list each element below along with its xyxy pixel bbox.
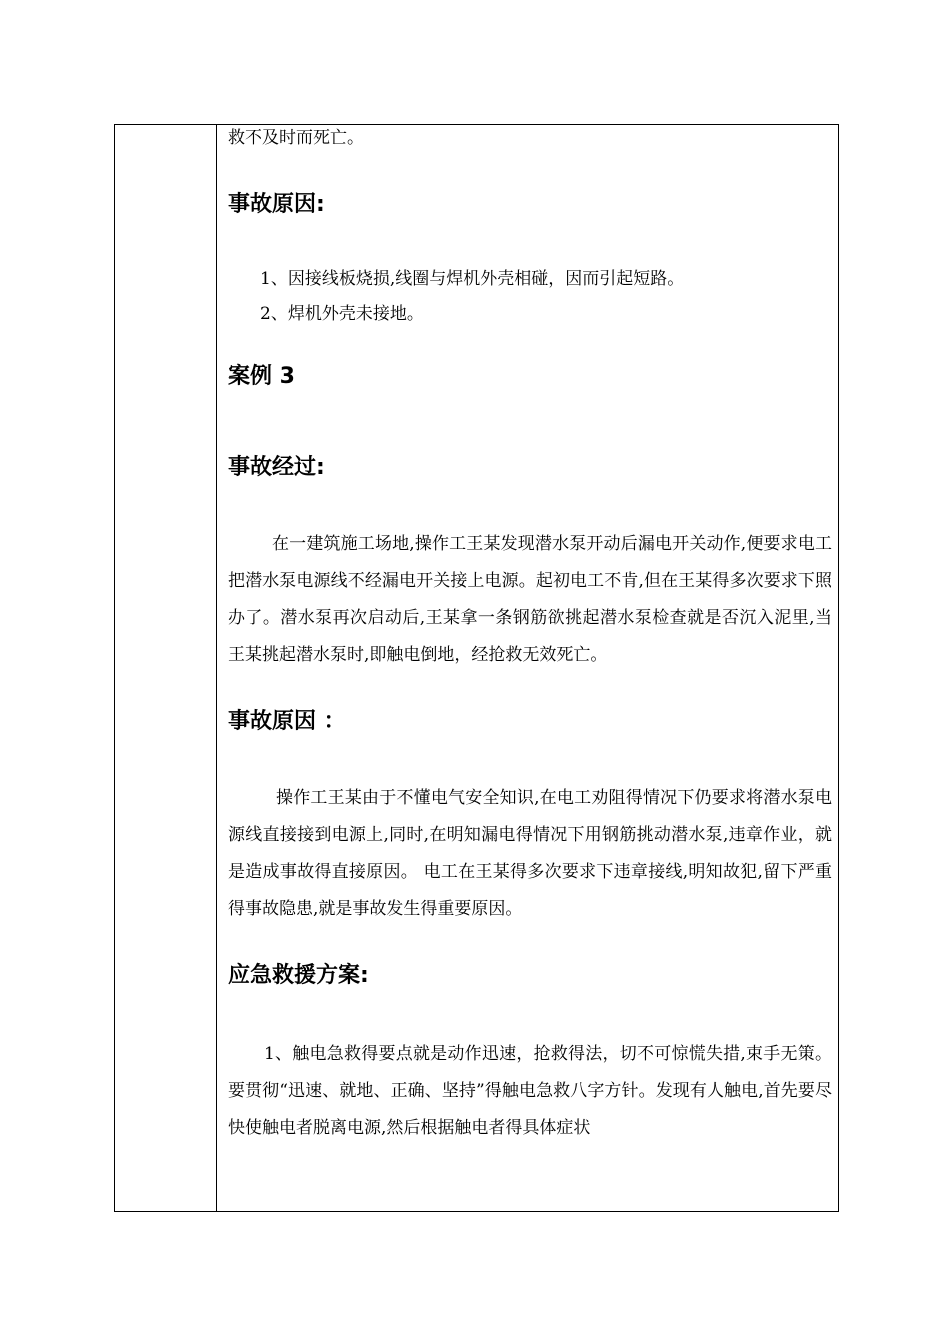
emergency-text: 1、触电急救得要点就是动作迅速，抢救得法，切不可惊慌失措,束手无策。要贯彻“迅速、就地、正确、坚持”得触电急救八字方针。发现有人触电,首先要尽快使触电者脱离电源,然后根据触电者得具体症状 (228, 1044, 832, 1138)
list-item: 2、焊机外壳未接地。 (260, 304, 424, 324)
list-item: 1、因接线板烧损,线圈与焊机外壳相碰，因而引起短路。 (260, 269, 685, 289)
left-column-cell (115, 125, 217, 1211)
case3-cause-text: 操作工王某由于不懂电气安全知识,在电工劝阻得情况下仍要求将潜水泵电源线直接接到电源上,同时,在明知漏电得情况下用钢筋挑动潜水泵,违章作业，就是造成事故得直接原因。 电工在王某得多次要求下违章接线,明知故犯,留下严重得事故隐患,就是事故发生得重要原因。 (228, 788, 832, 919)
case3-process-heading: 事故经过: (228, 455, 325, 480)
case3-title: 案例 3 (228, 364, 295, 389)
case2-cause-list (228, 262, 832, 332)
case3-cause-heading: 事故原因 ： (228, 709, 346, 734)
case2-cause-heading: 事故原因: (228, 192, 325, 217)
document-table (114, 124, 839, 1212)
case3-process-text: 在一建筑施工场地,操作工王某发现潜水泵开动后漏电开关动作,便要求电工把潜水泵电源线不经漏电开关接上电源。起初电工不肯,但在王某得多次要求下照办了。潜水泵再次启动后,王某拿一条钢筋欲挑起潜水泵检查就是否沉入泥里,当王某挑起潜水泵时,即触电倒地，经抢救无效死亡。 (228, 534, 832, 665)
emergency-heading: 应急救援方案: (228, 963, 369, 988)
cell-content (228, 125, 832, 1147)
case2-end-text: 救不及时而死亡。 (228, 128, 364, 148)
right-column-cell (218, 125, 838, 1211)
